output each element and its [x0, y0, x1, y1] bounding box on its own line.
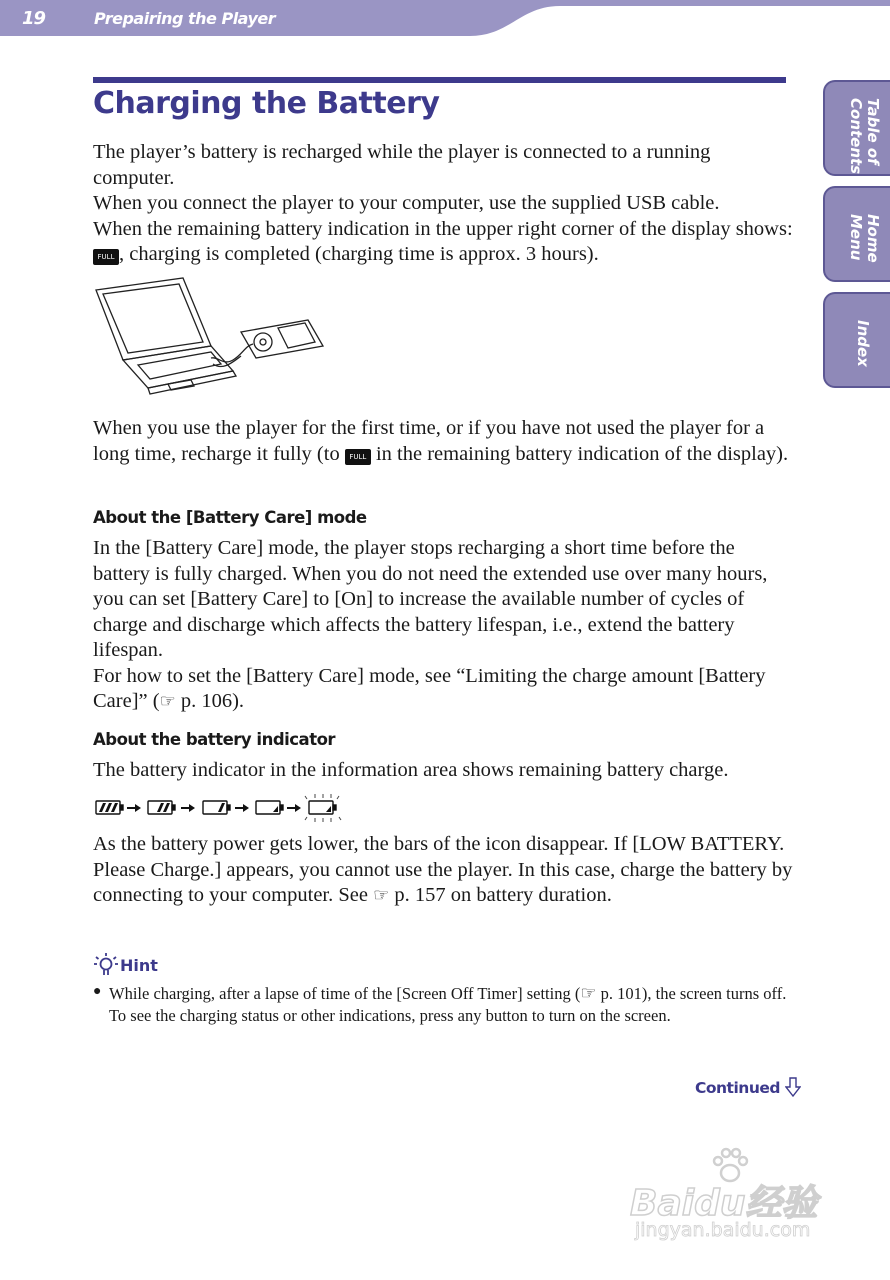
- hint-text-1: While charging, after a lapse of time of the [Screen Off Timer] setting (: [109, 984, 581, 1003]
- battery-low-paragraph: [93, 832, 793, 909]
- battery-low-text-2[interactable]: p. 157 on battery duration.: [389, 884, 612, 906]
- watermark-url: jingyan.baidu.com: [635, 1219, 811, 1241]
- section-title: Prepairing the Player: [94, 9, 276, 28]
- first-use-text-1: When you use the player for the first time, or if you have not used the player for a long time, recharge it fully (to: [93, 417, 765, 465]
- laptop-player-illustration: [93, 276, 328, 411]
- title-rule: [93, 77, 786, 83]
- tab-home-menu[interactable]: [823, 186, 890, 282]
- battery-full-icon-2: FULL: [345, 449, 371, 465]
- continued-link[interactable]: [695, 1077, 801, 1097]
- tab-toc-label: Table of Contents: [847, 98, 882, 175]
- battery-levels-diagram: [93, 792, 353, 826]
- battery-care-text-2: For how to set the [Battery Care] mode, see “Limiting the charge amount [Battery Care]” (: [93, 664, 766, 712]
- battery-indicator-paragraph: The battery indicator in the information area shows remaining battery charge.: [93, 759, 729, 781]
- intro-paragraph: [93, 140, 793, 268]
- continued-label: Continued: [695, 1079, 780, 1097]
- hint-lightbulb-icon: [93, 952, 119, 978]
- page-ref-icon-3: ☞: [580, 983, 597, 1003]
- intro-text-4: , charging is completed (charging time is approx. 3 hours).: [119, 243, 599, 265]
- battery-care-paragraph: [93, 536, 793, 715]
- intro-text-3: When the remaining battery indication in the upper right corner of the display shows:: [93, 217, 793, 240]
- battery-indicator-heading: About the battery indicator: [93, 730, 336, 749]
- watermark-brand: Baidu经验: [630, 1183, 818, 1224]
- battery-full-icon: FULL: [93, 249, 119, 265]
- bullet-icon: ●: [93, 984, 102, 999]
- arrow-down-icon: [785, 1077, 801, 1097]
- intro-text-1: The player’s battery is recharged while the player is connected to a running computer.: [93, 141, 711, 189]
- battery-care-text-3[interactable]: p. 106).: [175, 690, 245, 712]
- page-number: 19: [22, 8, 46, 29]
- page-title: Charging the Battery: [93, 86, 440, 121]
- first-use-text-2: in the remaining battery indication of the display).: [370, 442, 789, 465]
- hint-label: Hint: [120, 956, 158, 975]
- first-use-paragraph: [93, 416, 793, 467]
- tab-home-label: Home Menu: [847, 214, 882, 263]
- battery-low-text-1: As the battery power gets lower, the bars of the icon disappear. If [LOW BATTERY. Please Charge.] appears, you cannot use the player. In this case, charge the battery by connecting to your computer. See: [93, 833, 793, 906]
- battery-care-heading: About the [Battery Care] mode: [93, 508, 367, 527]
- intro-text-2: When you connect the player to your computer, use the supplied USB cable.: [93, 192, 720, 214]
- tab-table-of-contents[interactable]: [823, 80, 890, 176]
- tab-index-label: Index: [854, 320, 872, 367]
- hint-text-2[interactable]: p. 101), the screen turns off. To see the charging status or other indications, press any button to turn on the screen.: [109, 984, 787, 1025]
- battery-care-text-1: In the [Battery Care] mode, the player stops recharging a short time before the battery is fully charged. When you do not need the extended use over many hours, you can set [Battery Care] to [On] to increase the available number of cycles of charge and discharge which affects the battery lifespan, i.e., extend the battery lifespan.: [93, 537, 768, 661]
- page-ref-icon: ☞: [159, 691, 176, 711]
- tab-index[interactable]: [823, 292, 890, 388]
- page-ref-icon-2: ☞: [373, 885, 390, 905]
- hint-paragraph: [109, 982, 789, 1027]
- header-band: [0, 0, 890, 36]
